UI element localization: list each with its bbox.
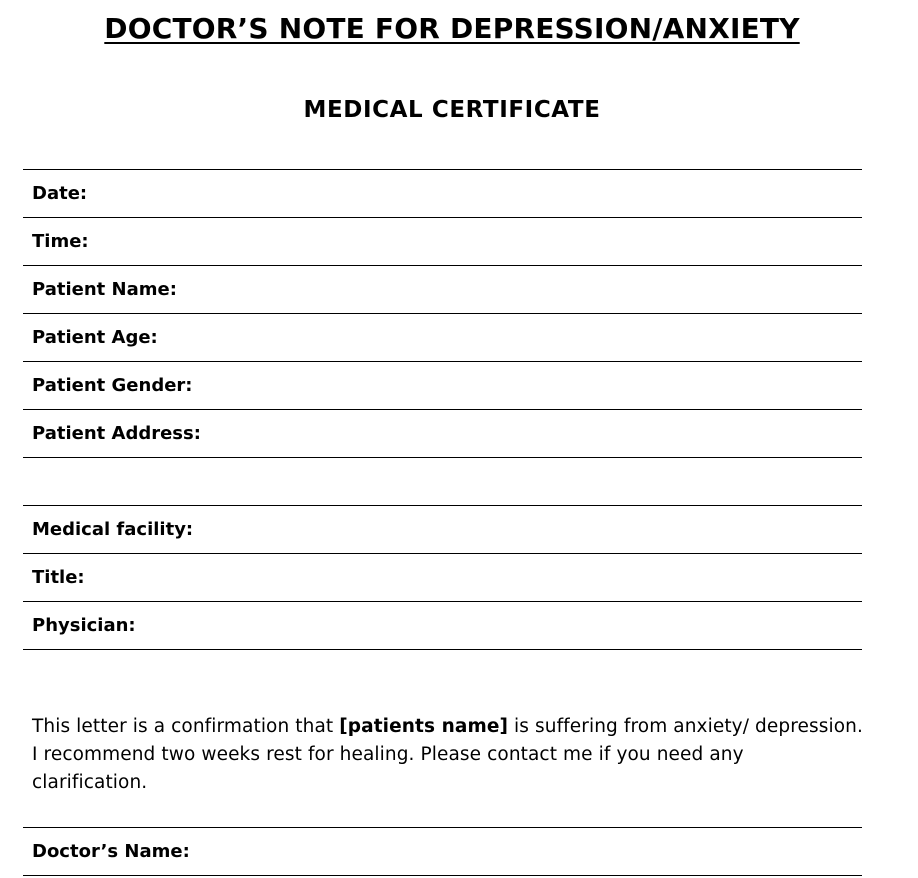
patient-address-continuation-row — [23, 458, 862, 506]
medical-facility-label: Medical facility: — [32, 519, 194, 540]
medical-facility-row — [23, 506, 862, 554]
document-subtitle: MEDICAL CERTIFICATE — [303, 97, 601, 123]
document-title — [0, 9, 904, 49]
patient-age-label: Patient Age: — [32, 327, 158, 348]
patient-name-row — [23, 266, 862, 314]
physician-label: Physician: — [32, 615, 136, 636]
patient-gender-label: Patient Gender: — [32, 375, 193, 396]
title-label: Title: — [32, 567, 85, 588]
date-label: Date: — [32, 183, 88, 204]
document-title-text: DOCTOR’S NOTE FOR DEPRESSION/ANXIETY — [104, 12, 800, 45]
signature-table — [23, 827, 862, 876]
patient-address-label: Patient Address: — [32, 423, 201, 444]
patient-info-table — [23, 169, 862, 650]
title-row — [23, 554, 862, 602]
patient-name-label: Patient Name: — [32, 279, 177, 300]
date-row — [23, 170, 862, 218]
letter-body — [32, 713, 864, 797]
time-row — [23, 218, 862, 266]
physician-row — [23, 602, 862, 650]
doctor-name-label: Doctor’s Name: — [32, 841, 190, 862]
letter-prefix: This letter is a confirmation that — [32, 716, 340, 737]
doctor-name-row — [23, 828, 862, 876]
patient-name-placeholder: [patients name] — [339, 716, 509, 737]
patient-address-row — [23, 410, 862, 458]
patient-age-row — [23, 314, 862, 362]
time-label: Time: — [32, 231, 89, 252]
letter-suffix: is suffering from anxiety/ depression. I recommend two weeks rest for healing. Please contact me if you need any clarification. — [32, 716, 863, 793]
patient-gender-row — [23, 362, 862, 410]
